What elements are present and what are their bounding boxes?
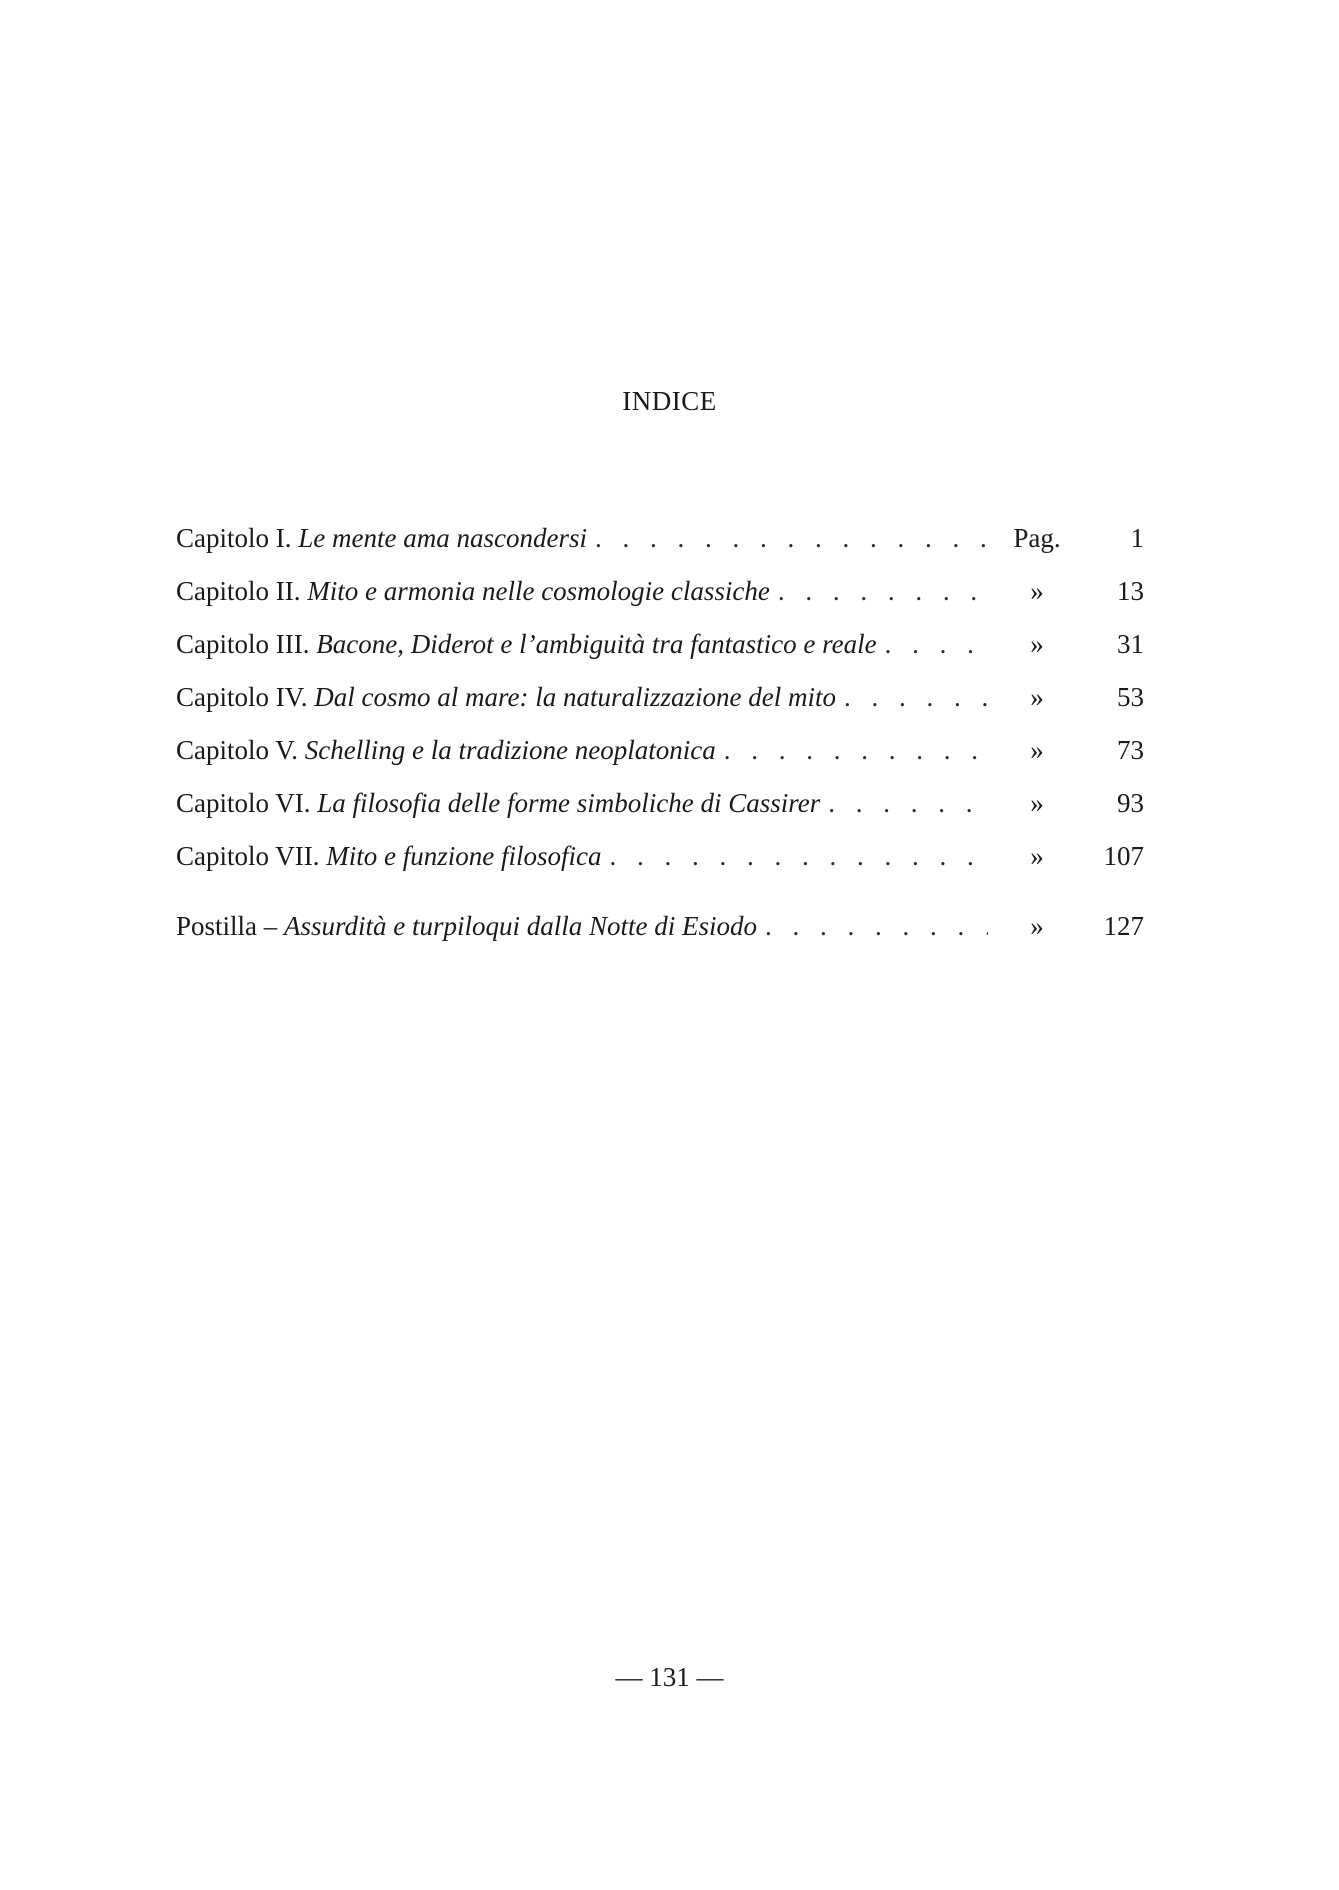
table-of-contents <box>176 518 1144 959</box>
toc-entry-prefix: Capitolo III. <box>176 629 310 659</box>
page-number-footer: — 131 — <box>615 1662 724 1692</box>
dot-leader <box>844 677 988 717</box>
toc-entry-chapter-1[interactable] <box>176 518 1144 571</box>
toc-entry-chapter-3[interactable] <box>176 624 1144 677</box>
toc-entry-page-number: 53 <box>1117 682 1144 712</box>
toc-entry-prefix: Capitolo I. <box>176 523 292 553</box>
page-title: INDICE <box>622 386 717 416</box>
toc-entry-page-number: 1 <box>1130 523 1144 553</box>
ditto-marker: » <box>1030 682 1044 712</box>
toc-entry-chapter-7[interactable] <box>176 836 1144 889</box>
ditto-marker: » <box>1030 576 1044 606</box>
toc-entry-page-number: 93 <box>1117 788 1144 818</box>
toc-entry-page-number: 127 <box>1103 911 1144 941</box>
page-marker: Pag. <box>1013 523 1061 553</box>
dot-leader <box>765 906 988 946</box>
toc-entry-prefix: Capitolo V. <box>176 735 299 765</box>
toc-entry-chapter-5[interactable] <box>176 730 1144 783</box>
dot-leader <box>828 783 988 823</box>
toc-entry-prefix: Capitolo VII. <box>176 841 320 871</box>
dot-leader <box>609 836 988 876</box>
toc-entry-title: Schelling e la tradizione neoplatonica <box>304 735 716 765</box>
ditto-marker: » <box>1030 841 1044 871</box>
toc-entry-title: Assurdità e turpiloqui dalla Notte di Esiodo <box>284 911 758 941</box>
toc-entry-chapter-6[interactable] <box>176 783 1144 836</box>
toc-entry-prefix: Capitolo VI. <box>176 788 311 818</box>
toc-entry-prefix: Capitolo II. <box>176 576 301 606</box>
toc-entry-title: Mito e funzione filosofica <box>326 841 602 871</box>
dot-leader <box>595 518 988 558</box>
ditto-marker: » <box>1030 788 1044 818</box>
toc-entry-chapter-4[interactable] <box>176 677 1144 730</box>
toc-entry-title: Bacone, Diderot e l’ambiguità tra fantastico e reale <box>316 629 877 659</box>
toc-entry-title: Le mente ama nascondersi <box>298 523 587 553</box>
ditto-marker: » <box>1030 911 1044 941</box>
ditto-marker: » <box>1030 629 1044 659</box>
toc-entry-page-number: 31 <box>1117 629 1144 659</box>
toc-entry-title: Mito e armonia nelle cosmologie classiche <box>307 576 770 606</box>
toc-entry-page-number: 107 <box>1103 841 1144 871</box>
dot-leader <box>885 624 988 664</box>
toc-entry-postilla[interactable] <box>176 906 1144 959</box>
dot-leader <box>778 571 988 611</box>
toc-entry-chapter-2[interactable] <box>176 571 1144 624</box>
toc-entry-prefix: Capitolo IV. <box>176 682 308 712</box>
ditto-marker: » <box>1030 735 1044 765</box>
toc-entry-title: La filosofia delle forme simboliche di Cassirer <box>317 788 821 818</box>
toc-entry-prefix: Postilla – <box>176 911 278 941</box>
toc-entry-page-number: 13 <box>1117 576 1144 606</box>
toc-entry-title: Dal cosmo al mare: la naturalizzazione del mito <box>314 682 836 712</box>
dot-leader <box>724 730 988 770</box>
toc-entry-page-number: 73 <box>1117 735 1144 765</box>
